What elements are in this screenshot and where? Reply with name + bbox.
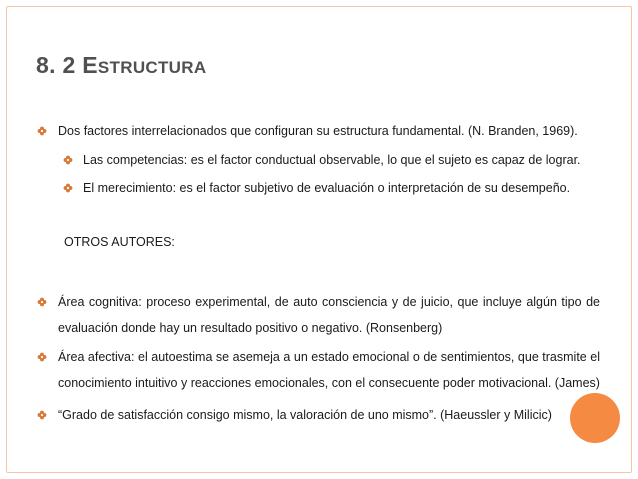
slide-title [36, 52, 206, 79]
sub-bullet-item: Las competencias: es el factor conductual observable, lo que el sujeto es capaz de lograr. [83, 153, 581, 167]
fleuron-icon [37, 126, 47, 136]
author-item: Área cognitiva: proceso experimental, de auto consciencia y de juicio, que incluye algún tipo de evaluación donde hay un resultado positivo o negativo. (Ronsenberg) [58, 295, 600, 335]
fleuron-icon [37, 297, 47, 307]
sub-bullet-item: El merecimiento: es el factor subjetivo de evaluación o interpretación de su desempeño. [83, 181, 571, 195]
others-heading: OTROS AUTORES: [64, 235, 175, 249]
title-rest: STRUCTURA [97, 58, 207, 77]
fleuron-icon [63, 183, 73, 193]
accent-circle [570, 393, 620, 443]
author-item: Área afectiva: el autoestima se asemeja a un estado emocional o de sentimientos, que trasmite el conocimiento intuitivo y reacciones emocionales, con el consecuente poder motivacional. (James) [58, 350, 600, 390]
title-prefix: 8. 2 [36, 52, 83, 78]
bullet-item: Dos factores interrelacionados que configuran su estructura fundamental. (N. Branden, 1969). [58, 124, 578, 138]
fleuron-icon [63, 155, 73, 165]
title-initial: E [82, 52, 98, 78]
author-item: “Grado de satisfacción consigo mismo, la valoración de uno mismo”. (Haeussler y Milicic) [58, 408, 552, 422]
fleuron-icon [37, 352, 47, 362]
fleuron-icon [37, 410, 47, 420]
